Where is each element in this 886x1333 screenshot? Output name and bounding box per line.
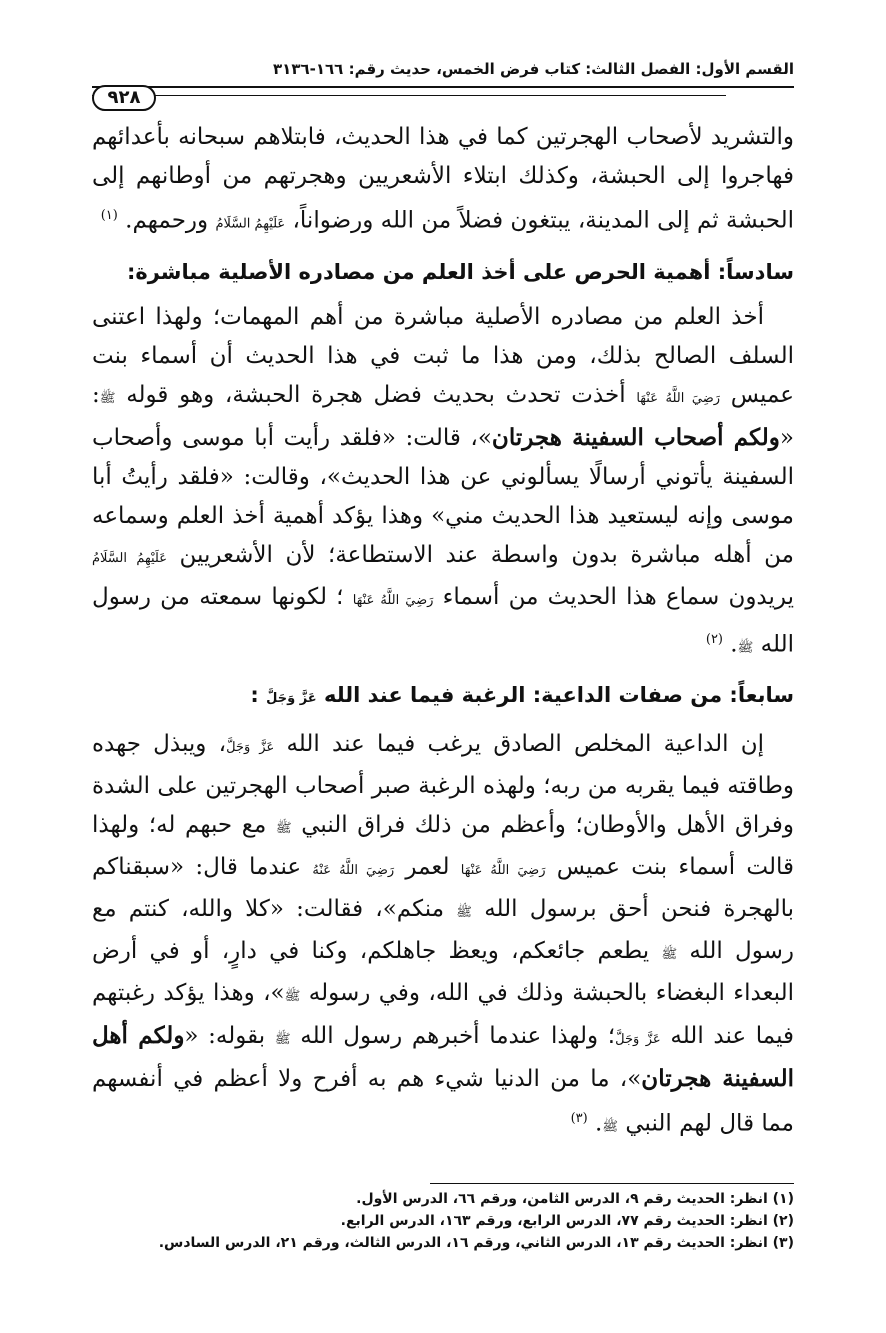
- heading-colon: :: [250, 683, 259, 708]
- footnote-1: (١) انظر: الحديث رقم ٩، الدرس الثامن، ورقم ٦٦، الدرس الأول.: [356, 1191, 794, 1207]
- honorific-ra-anha: رَضِيَ اللَّهُ عَنْهَا: [460, 863, 546, 879]
- hadith-quote-bold: ولكم أصحاب السفينة هجرتان: [491, 423, 780, 451]
- text-run: لعمر: [405, 854, 450, 881]
- honorific-ra-anhu: رَضِيَ اللَّهُ عَنْهُ: [312, 863, 395, 879]
- honorific-salla: ﷺ: [99, 390, 116, 406]
- honorific-alayhis-salam: عَلَيْهِمُ السَّلَامُ: [92, 550, 167, 566]
- heading-seventh: [92, 675, 794, 719]
- paragraph-1: [92, 118, 794, 244]
- paragraph-2: أخذ العلم من مصادره الأصلية مباشرة من أهم المهمات؛ ولهذا اعتنى السلف الصالح بذلك، ومن هذا ما ثبت في هذا الحديث أن أسماء بنت عميس رَضِيَ اللَّهُ عَنْهَا أخذت تحدث بحديث فضل هجرة الحبشة، وهو قوله ﷺ: «ولكم أصحاب السفينة هجرتان»، قالت: «فلقد رأيت أبا موسى وأصحاب السفينة يأتوني أرسالًا يسألوني عن هذا الحديث»، وقالت: «فلقد رأيتُ أبا موسى وإنه ليستعيد هذا الحديث مني» وهذا يؤكد أهمية أخذ العلم وسماعه من أهله مباشرة بدون واسطة عند الاستطاعة؛ لأن الأشعريين عَلَيْهِمُ السَّلَامُ يريدون سماع هذا الحديث من أسماء رَضِيَ اللَّهُ عَنْهَا ؛ لكونها سمعته من رسول الله ﷺ. $^{(٢)}$: [92, 303, 795, 658]
- honorific-azza-wajall: عَزَّ وَجَلَّ: [615, 1032, 661, 1048]
- text-run: يريدون سماع هذا الحديث من أسماء: [442, 583, 795, 610]
- text-run: ؛ لكونها سمعته من رسول الله: [92, 583, 794, 658]
- footnote-ref-2: (٢): [705, 631, 723, 647]
- text-run: إن الداعية المخلص الصادق يرغب فيما عند الله: [286, 731, 764, 758]
- running-header-title: القسم الأول: الفصل الثالث: كتاب فرض الخمس، حديث رقم: ١٦٦-٣١٣٦: [273, 60, 794, 78]
- honorific-ra-anha: رَضِيَ اللَّهُ عَنْهَا: [636, 390, 721, 406]
- text-run: أخذ العلم من مصادره الأصلية مباشرة من أهم المهمات؛ ولهذا اعتنى السلف الصالح بذلك، ومن هذا ما ثبت في هذا الحديث أن أسماء بنت عميس: [92, 303, 795, 408]
- text-run: : «: [92, 381, 794, 451]
- honorific-salla: ﷺ: [274, 1032, 291, 1048]
- footnote-3: (٣) انظر: الحديث رقم ١٣، الدرس الثاني، ورقم ١٦، الدرس الثالث، ورقم ٢١، الدرس السادس.: [158, 1235, 794, 1251]
- text-run: يطعم جائعكم، ويعظ جاهلكم، وكنا في دارٍ، أو في أرض البعداء البغضاء بالحبشة وذلك في الله، وفي رسوله: [92, 938, 794, 1007]
- heading-text: سابعاً: من صفات الداعية: الرغبة فيما عند الله: [323, 683, 794, 708]
- text-run: »، ما من الدنيا شيء هم به أفرح ولا أعظم في أنفسهم مما قال لهم النبي: [92, 1066, 794, 1137]
- footnote-ref-1: (١): [100, 208, 118, 223]
- honorific-salla: ﷺ: [737, 640, 754, 656]
- footnote-2: (٢) انظر: الحديث رقم ٧٧، الدرس الرابع، ورقم ١٦٣، الدرس الرابع.: [340, 1213, 794, 1229]
- footnote-divider: [430, 1183, 794, 1184]
- text-run: ورحمهم.: [125, 207, 209, 234]
- footnotes: [92, 1188, 794, 1254]
- text-run: والتشريد لأصحاب الهجرتين كما في هذا الحديث، فابتلاهم سبحانه بأعدائهم فهاجروا إلى الحبشة، وكذلك ابتلاء الأشعريين وهجرتهم من أوطانهم إلى الحبشة ثم إلى المدينة، يبتغون فضلاً من الله ورضواناً،: [92, 124, 794, 234]
- text-run: مع حبهم له؛ ولهذا قالت أسماء بنت عميس: [92, 812, 795, 881]
- honorific-salla: ﷺ: [275, 821, 292, 837]
- footnote-ref-3: (٣): [570, 1111, 588, 1127]
- paragraph-3: [92, 725, 794, 1147]
- text-run: منكم»، فقالت: «كلا والله، كنتم مع رسول الله: [92, 896, 794, 965]
- honorific-salla: ﷺ: [602, 1119, 619, 1135]
- text-run: »، قالت: «فلقد رأيت أبا موسى وأصحاب السفينة يأتوني أرسالًا يسألوني عن هذا الحديث»، وقالت: «فلقد رأيتُ أبا موسى وإنه ليستعيد هذا الحديث مني» وهذا يؤكد أهمية أخذ العلم وسماعه من أهله مباشرة بدون واسطة عند الاستطاعة؛ لأن الأشعريين: [92, 424, 794, 568]
- text-run: أخذت تحدث بحديث فضل هجرة الحبشة، وهو قوله: [126, 381, 626, 408]
- header-rule-top: [92, 86, 794, 88]
- text-run: ؛ ولهذا عندما أخبرهم رسول الله: [300, 1023, 616, 1050]
- honorific-ra-anha: رَضِيَ اللَّهُ عَنْهَا: [352, 592, 434, 608]
- main-text: [92, 118, 794, 1147]
- text-run: ، ويبذل جهده وطاقته فيما يقربه من ربه؛ ولهذه الرغبة صبر أصحاب الهجرتين على الشدة وفراق الأهل والأوطان؛ وأعظم من ذلك فراق النبي: [92, 731, 795, 839]
- honorific-salla: ﷺ: [284, 989, 301, 1005]
- heading-sixth: سادساً: أهمية الحرص على أخذ العلم من مصادره الأصلية مباشرة:: [126, 259, 794, 284]
- honorific-azza-wajall: عَزَّ وَجَلَّ: [226, 740, 275, 756]
- hadith-quote-bold: ولكم أهل السفينة هجرتان: [92, 1022, 794, 1093]
- text-run: بقوله: «: [184, 1023, 266, 1050]
- text-run: عندما قال: «سبقناكم بالهجرة فنحن أحق برسول الله: [92, 854, 794, 923]
- honorific-alayhis-salam: عَلَيْهِمُ السَّلَامُ: [215, 216, 286, 232]
- text-run: .: [595, 1110, 603, 1137]
- honorific-salla: ﷺ: [456, 905, 472, 921]
- page-number-badge: ٩٢٨: [92, 85, 156, 111]
- header-rule-bottom: [92, 95, 726, 96]
- text-run: »، وهذا يؤكد رغبتهم فيما عند الله: [92, 980, 795, 1050]
- honorific-azza-wajall: عَزَّ وَجَلَّ: [266, 691, 317, 707]
- honorific-salla: ﷺ: [661, 947, 678, 963]
